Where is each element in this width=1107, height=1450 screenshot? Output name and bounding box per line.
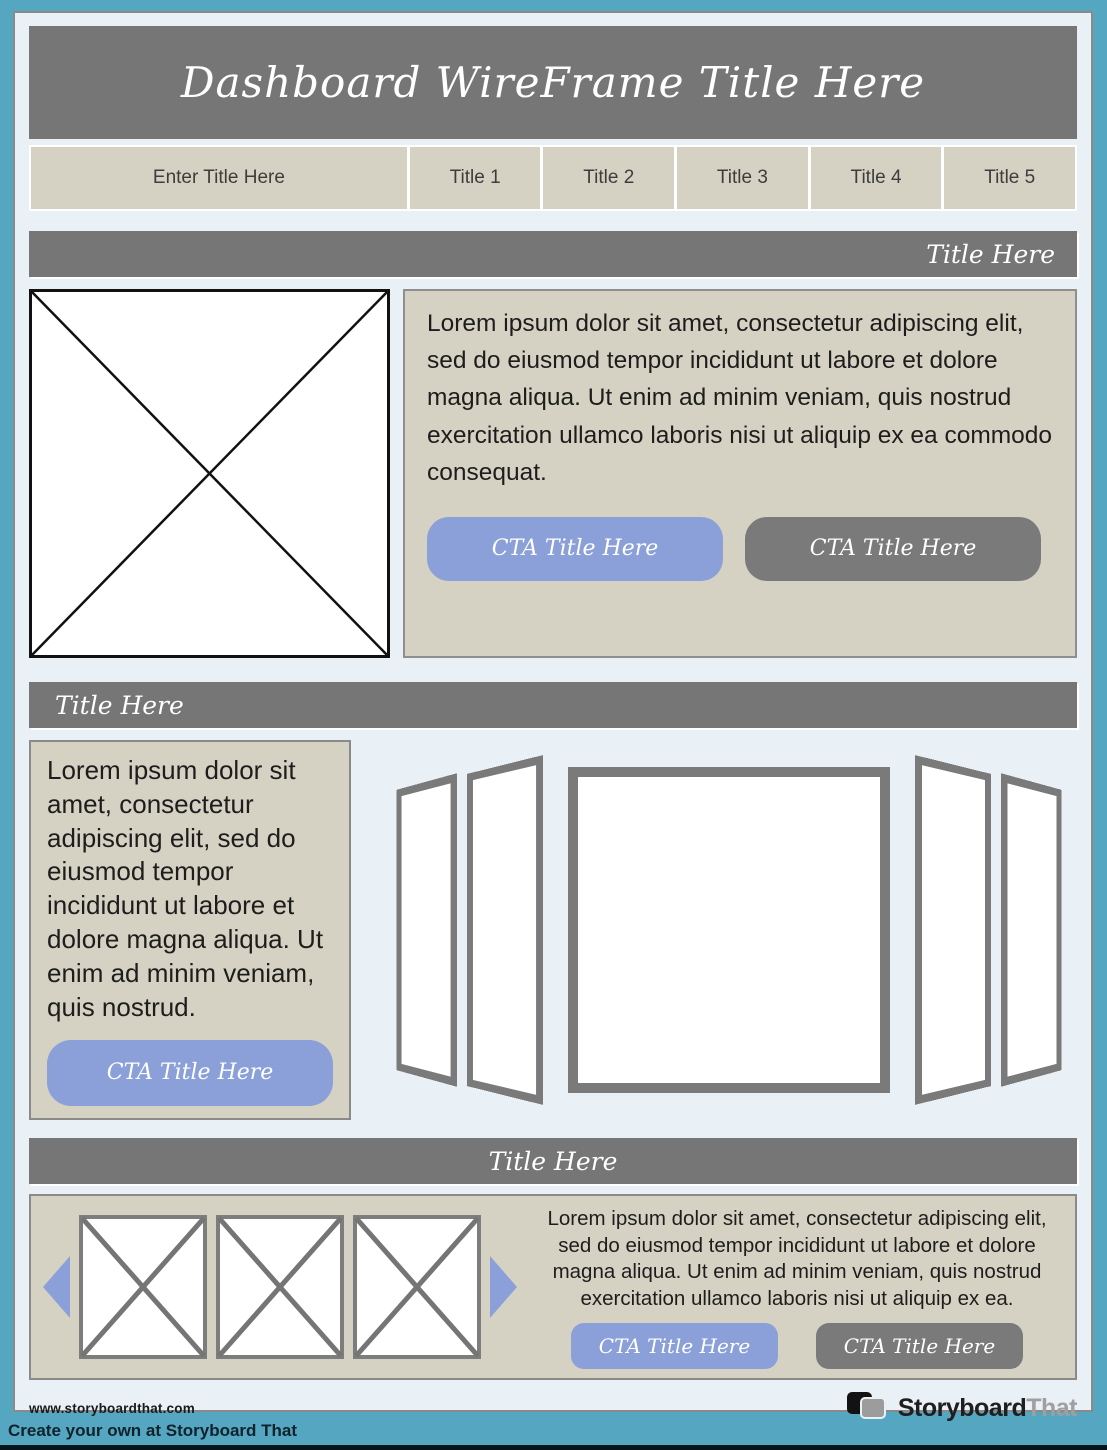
carousel: [381, 750, 1077, 1110]
hero-cta-primary-button[interactable]: CTA Title Here: [427, 517, 723, 581]
nav-title-field[interactable]: Enter Title Here: [31, 147, 407, 209]
thumbnail-placeholder-icon: [79, 1215, 207, 1359]
gallery-section-title: Title Here: [488, 1146, 618, 1176]
logo-wordmark: [898, 1394, 1077, 1423]
arrow-left-icon[interactable]: [43, 1256, 70, 1318]
nav-tab-4[interactable]: Title 4: [811, 147, 942, 209]
nav-tab-3[interactable]: Title 3: [677, 147, 808, 209]
hero-cta-secondary-button[interactable]: CTA Title Here: [745, 517, 1041, 581]
carousel-slide-left: [467, 755, 543, 1105]
carousel-slide-current: [568, 767, 890, 1093]
create-your-own-link[interactable]: Create your own at Storyboard That: [8, 1421, 298, 1440]
bottom-border: [0, 1445, 1107, 1450]
image-placeholder-icon: [29, 289, 390, 658]
carousel-slide-far-left: [396, 773, 457, 1087]
nav-tab-1[interactable]: Title 1: [410, 147, 541, 209]
nav-bar: [29, 145, 1077, 211]
gallery-panel: [29, 1194, 1077, 1380]
hero-section-title: Title Here: [926, 239, 1055, 269]
storyboardthat-logo: [847, 1392, 1077, 1425]
carousel-slide-right: [915, 755, 991, 1105]
gallery-body-text: Lorem ipsum dolor sit amet, consectetur adipiscing elit, sed do eiusmod tempor incididunt ut labore et dolore magna aliqua. Ut enim ad minim veniam, quis nostrud exercitation ullamco laboris nisi ut aliquip ex ea.: [547, 1207, 1047, 1311]
logo-word-storyboard: Storyboard: [897, 1394, 1027, 1423]
gallery-content: [517, 1206, 1063, 1369]
gallery-cta-secondary-button[interactable]: CTA Title Here: [816, 1323, 1023, 1369]
hero-row: [29, 289, 1077, 658]
carousel-section-bar: [29, 682, 1077, 728]
carousel-cta-button[interactable]: CTA Title Here: [47, 1040, 333, 1106]
hero-cta-row: [427, 517, 1053, 581]
hero-body-text: Lorem ipsum dolor sit amet, consectetur adipiscing elit, sed do eiusmod tempor incididunt ut labore et dolore magna aliqua. Ut enim ad minim veniam, quis nostrud exercitation ullamco laboris nisi ut aliquip ex ea commodo consequat.: [427, 310, 1053, 486]
carousel-row: [29, 740, 1077, 1120]
carousel-section-title: Title Here: [55, 690, 184, 720]
carousel-slide-far-right: [1001, 773, 1062, 1087]
carousel-body-text: Lorem ipsum dolor sit amet, consectetur adipiscing elit, sed do eiusmod tempor incididunt ut labore et dolore magna aliqua. Ut enim ad minim veniam, quis nostrud.: [47, 755, 324, 1022]
gallery-section-bar: [29, 1138, 1077, 1184]
page-title: Dashboard WireFrame Title Here: [180, 58, 926, 107]
website-url: www.storyboardthat.com: [29, 1401, 195, 1417]
hero-text-panel: [403, 289, 1077, 658]
wireframe-page: [13, 11, 1093, 1423]
arrow-right-icon[interactable]: [490, 1256, 517, 1318]
thumbnail-placeholder-icon: [353, 1215, 481, 1359]
header-banner: [29, 26, 1077, 139]
thumbnail-placeholder-icon: [216, 1215, 344, 1359]
carousel-text-panel: [29, 740, 351, 1120]
nav-tab-2[interactable]: Title 2: [543, 147, 674, 209]
hero-section-bar: [29, 231, 1077, 277]
gallery-cta-primary-button[interactable]: CTA Title Here: [571, 1323, 778, 1369]
speech-bubbles-icon: [847, 1392, 889, 1425]
logo-word-that: That: [1026, 1394, 1077, 1423]
gallery-thumbnails: [43, 1215, 517, 1359]
gallery-cta-row: [539, 1323, 1055, 1369]
nav-tab-5[interactable]: Title 5: [944, 147, 1075, 209]
